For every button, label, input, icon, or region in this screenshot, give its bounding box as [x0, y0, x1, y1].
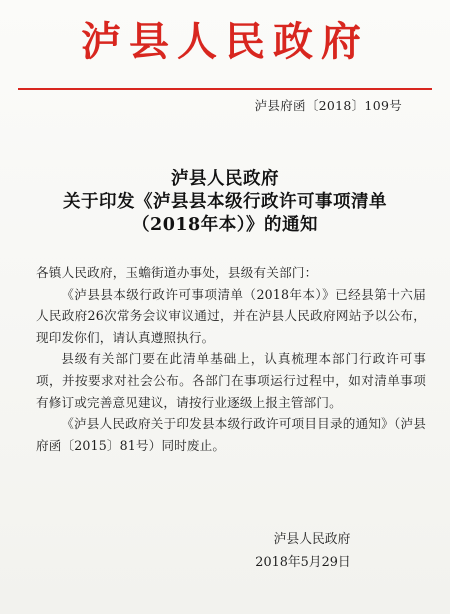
document-number: 泸县府函〔2018〕109号	[254, 98, 402, 113]
salutation: 各镇人民政府，玉蟾街道办事处，县级有关部门：	[36, 265, 318, 280]
paragraph-1: 《泸县县本级行政许可事项清单（2018年本）》已经县第十六届人民政府26次常务会议审议通过，并在泸县人民政府网站予以公布，现印发你们，请认真遵照执行。	[36, 286, 426, 345]
signature-issuer: 泸县人民政府	[273, 532, 351, 547]
document-title	[0, 168, 450, 237]
paragraph-2: 县级有关部门要在此清单基础上，认真梳理本部门行政许可事项，并按要求对社会公布。各部门在事项运行过程中，如对清单事项有修订或完善意见建议，请按行业逐级上报主管部门。	[36, 351, 426, 410]
document-body	[36, 262, 426, 456]
title-line-3: （2018年本）》的通知	[132, 215, 318, 235]
title-line-2: 关于印发《泸县县本级行政许可事项清单	[63, 192, 387, 212]
title-line-1: 泸县人民政府	[171, 169, 279, 189]
masthead-title: 泸县人民政府	[81, 18, 369, 65]
signature-date: 2018年5月29日	[255, 555, 351, 570]
red-separator-line	[18, 88, 432, 90]
paragraph-3: 《泸县人民政府关于印发县本级行政许可项目目录的通知》（泸县府函〔2015〕81号）同时废止。	[36, 416, 426, 453]
signature-block	[252, 528, 372, 574]
